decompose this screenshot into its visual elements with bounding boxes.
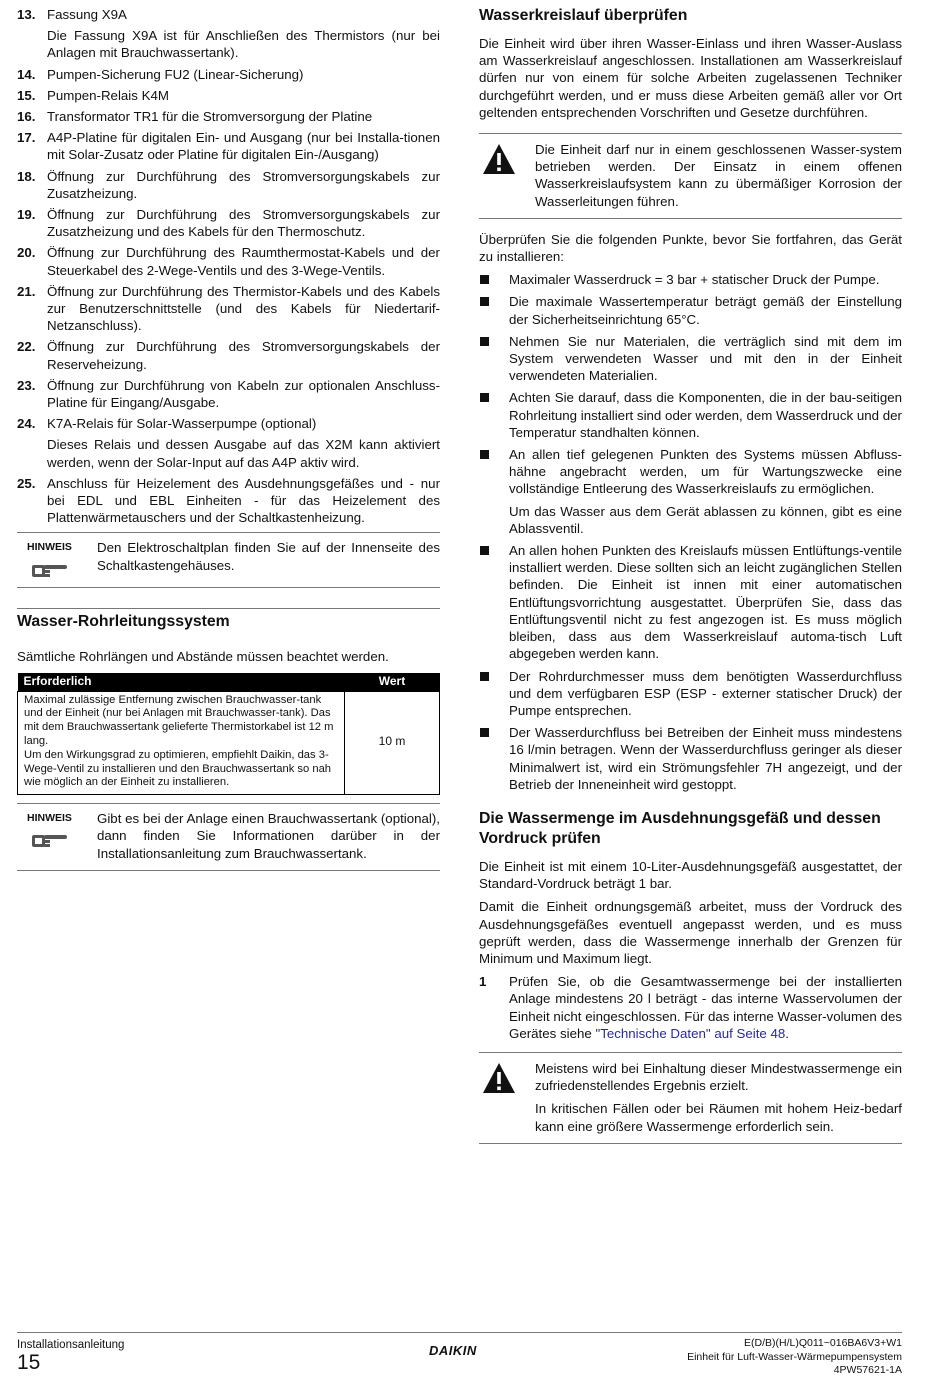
list-item: 14. Pumpen-Sicherung FU2 (Linear-Sicherung) [17, 66, 304, 82]
requirements-table [17, 673, 440, 795]
list-item: 23. Öffnung zur Durchführung von Kabeln zur optionalen Anschluss-Platine für Eingang/Ausgabe. [17, 377, 440, 411]
warning-text: Die Einheit darf nur in einem geschlossenen Wasser-system betrieben werden. Der Einsatz in einem offenen Wasserkreislaufsystem kann zu übermäßiger Korrosion der Wasserleitungen führen. [535, 142, 902, 209]
right-column [479, 6, 902, 1144]
table-cell-requirement: Maximal zulässige Entfernung zwischen Brauchwasser-tank und der Einheit (nur bei Anlagen mit Brauchwasser-tank). Das mit dem Brauchwassertank gelieferte Thermistorkabel ist 12 m lang. Um den Wirkungsgrad zu optimieren, empfiehlt Daikin, das 3-Wege-Ventil zu installieren und den Brauchwassertank so nah wie möglich an der Einheit zu installieren. [18, 691, 345, 795]
note-label: HINWEIS [27, 541, 72, 554]
section-heading [17, 608, 440, 632]
bullet-icon [480, 393, 489, 402]
list-item: An allen tief gelegenen Punkten des Systems müssen Abfluss-hähne angebracht werden, um für Wartungszwecke eine vollständige Entleerung des Wasserkreislaufs zu ermöglichen. Um das Wasser aus dem Gerät ablassen zu können, gibt es eine Ablassventil. [479, 446, 902, 537]
list-item: 22. Öffnung zur Durchführung des Stromversorgungskabels der Reserveheizung. [17, 339, 440, 372]
paragraph: Die Einheit ist mit einem 10-Liter-Ausdehnungsgefäß ausgestattet, der Standard-Vordruck beträgt 1 bar. [479, 858, 902, 892]
list-item: Maximaler Wasserdruck = 3 bar + statischer Druck der Pumpe. [479, 271, 902, 288]
list-item: 24. K7A-Relais für Solar-Wasserpumpe (optional) Dieses Relais und dessen Ausgabe auf das X2M kann aktiviert werden, wenn der Solar-Input auf das A4P aktiv wird. [17, 416, 440, 470]
warning-text: Meistens wird bei Einhaltung dieser Mindestwassermenge ein zufriedenstellendes Ergebnis erzielt. [535, 1060, 902, 1094]
product-subtitle: Einheit für Luft-Wasser-Wärmepumpensystem [687, 1350, 902, 1363]
model-code: E(D/B)(H/L)Q011~016BA6V3+W1 [744, 1337, 902, 1349]
warning-text: In kritischen Fällen oder bei Räumen mit hohem Heiz-bedarf kann eine größere Wassermenge erforderlich sein. [535, 1101, 902, 1134]
footer-product-info [687, 1337, 902, 1378]
list-item: Der Rohrdurchmesser muss dem benötigten Wasserdurchfluss und dem verfügbaren ESP (ESP - externer statischer Druck) der Pumpe entsprechen. [479, 668, 902, 720]
component-list [17, 6, 440, 526]
table-header-value: Wert [345, 673, 440, 691]
list-item: Der Wasserdurchfluss bei Betreiben der Einheit muss mindestens 16 l/min betragen. Wenn der Wasserdurchfluss geringer als dieser Minimalwert ist, wird ein Strömungsfehler 7H angezeigt, und der Betrieb der Inneneinheit wird gestoppt. [479, 724, 902, 793]
note-label: HINWEIS [27, 812, 72, 825]
section-title: Wasser-Rohrleitungssystem [17, 612, 230, 630]
table-row [18, 691, 440, 795]
list-item: 20. Öffnung zur Durchführung des Raumthermostat-Kabels und der Steuerkabel des 2-Wege-Ventils und des 3-Wege-Ventils. [17, 245, 440, 278]
bullet-icon [480, 337, 489, 346]
list-item: 17. A4P-Platine für digitalen Ein- und Ausgang (nur bei Installa-tionen mit Solar-Zusatz oder Platine für digitalen Ein-/Ausgang) [17, 130, 440, 163]
list-item: Die maximale Wassertemperatur beträgt gemäß der Einstellung der Sicherheitseinrichtung 65°C. [479, 293, 902, 327]
list-item: 18. Öffnung zur Durchführung des Stromversorgungskabels zur Zusatzheizung. [17, 168, 440, 201]
list-item: 15. Pumpen-Relais K4M [17, 87, 169, 103]
paragraph: Damit die Einheit ordnungsgemäß arbeitet, muss der Vordruck des Ausdehnungsgefäßes eventuell angepasst werden, und es muss geprüft werden, dass die Wassermenge innerhalb der Grenzen für Minimum und Maximum liegt. [479, 899, 902, 966]
table-cell-value: 10 m [345, 691, 440, 795]
section-intro: Sämtliche Rohrlängen und Abstände müssen beachtet werden. [17, 648, 389, 664]
technical-data-link[interactable]: "Technische Daten" auf Seite 48 [595, 1025, 786, 1041]
warning-triangle-icon [482, 143, 516, 175]
note-text: Den Elektroschaltplan finden Sie auf der Innenseite des Schaltkastengehäuses. [97, 540, 440, 573]
table-header-required: Erforderlich [18, 673, 345, 691]
bullet-icon [480, 297, 489, 306]
document-code: 4PW57621-1A [833, 1364, 902, 1376]
list-item: An allen hohen Punkten des Kreislaufs müssen Entlüftungs-ventile installiert werden. Diese sollten sich an leicht zugänglichen Stellen befinden. Die Einheit ist innen mit einer automatischen Entlüftungsvorrichtung ausgestattet. Überprüfen Sie, dass das Entlüftungsventil nicht zu fest angezogen ist. Es muss möglich bleiben, dass aus dem Wasserkreislauf automa-tisch Luft abgegeben werden kann. [479, 542, 902, 662]
section-title: Wasserkreislauf überprüfen [479, 7, 688, 24]
bullet-icon [480, 546, 489, 555]
list-item: Achten Sie darauf, dass die Komponenten, die in der bau-seitigen Rohrleitung installiert sind oder werden, dem Wasserdruck und der Temperatur standhalten können. [479, 389, 902, 441]
page-footer [17, 1332, 902, 1378]
list-item: 16. Transformator TR1 für die Stromversorgung der Platine [17, 109, 373, 125]
list-item: 25. Anschluss für Heizelement des Ausdehnungsgefäßes und - nur bei EDL und EBL Einheiten - für das Heizelement des Plattenwärmetauschers und der Schaltkastenheizung. [17, 475, 440, 526]
list-item: 21. Öffnung zur Durchführung des Thermistor-Kabels und des Kabels zur Benutzerschnittstelle (und des Kabels für Niedertarif-Netzanschluss). [17, 283, 440, 334]
step-item: 1 Prüfen Sie, ob die Gesamtwassermenge bei der installierten Anlage mindestens 20 l beträgt - das interne Wasservolumen der Einheit nicht eingeschlossen. Für das interne Wasser-volumen des Gerätes siehe "Technische Daten" auf Seite 48. [479, 974, 902, 1041]
pointing-hand-icon [31, 831, 69, 849]
bullet-icon [480, 728, 489, 737]
warning-box [479, 1052, 902, 1144]
document-title: Installationsanleitung [17, 1339, 125, 1351]
check-list [479, 271, 902, 793]
left-column [17, 6, 440, 871]
section-title: Die Wassermenge im Ausdehnungsgefäß und dessen Vordruck prüfen [479, 809, 881, 847]
warning-box [479, 133, 902, 219]
note-box [17, 803, 440, 871]
bullet-icon [480, 275, 489, 284]
list-item: 13. Fassung X9A Die Fassung X9A ist für Anschließen des Thermistors (nur bei Anlagen mit Brauchwassertank). [17, 7, 440, 61]
warning-triangle-icon [482, 1062, 516, 1094]
list-item: 19. Öffnung zur Durchführung des Stromversorgungskabels zur Zusatzheizung und des Kabels für den Thermoschutz. [17, 207, 440, 240]
daikin-logo: DAIKIN [429, 1343, 477, 1358]
bullet-icon [480, 450, 489, 459]
note-box [17, 532, 440, 587]
paragraph: Die Einheit wird über ihren Wasser-Einlass und ihren Wasser-Auslass am Wasserkreislauf angeschlossen. Installationen am Wasserkreislauf dürfen nur von einem für solche Arbeiten zugelassenen Techniker durchgeführt werden, und er muss diese Arbeiten gemäß aller vor Ort geltenden entsprechenden Vorschriften und Gesetze durchführen. [479, 36, 902, 120]
note-text: Gibt es bei der Anlage einen Brauchwassertank (optional), dann finden Sie Informationen darüber in der Installationsanleitung zum Brauchwassertank. [97, 811, 440, 861]
page-number: 15 [17, 1351, 41, 1374]
bullet-icon [480, 672, 489, 681]
pointing-hand-icon [31, 561, 69, 579]
list-item: Nehmen Sie nur Materialen, die verträglich sind mit dem im System verwendeten Wasser und mit den in der Einheit verwendeten Materialien. [479, 333, 902, 385]
paragraph: Überprüfen Sie die folgenden Punkte, bevor Sie fortfahren, das Gerät zu installieren: [479, 231, 902, 265]
